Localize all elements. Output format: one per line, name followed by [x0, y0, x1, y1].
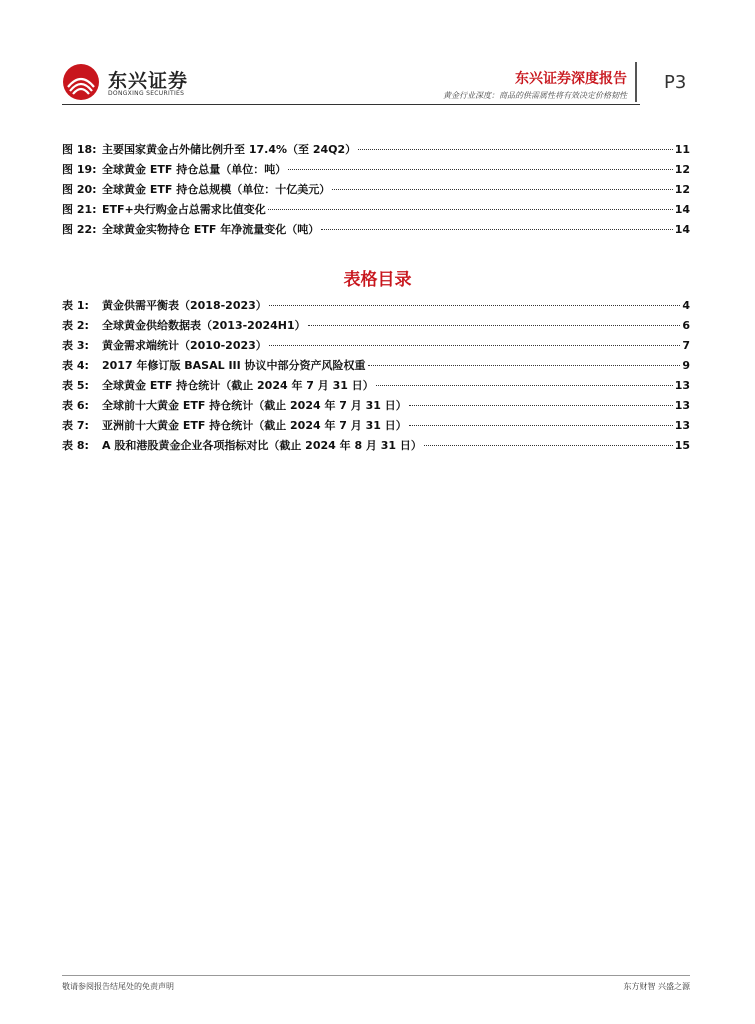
toc-leader [321, 229, 672, 230]
toc-entry[interactable] [62, 221, 690, 241]
toc-leader [409, 405, 673, 406]
toc-leader [409, 425, 673, 426]
toc-entry[interactable] [62, 337, 690, 357]
toc-label: 图 21: [62, 203, 97, 216]
toc-page: 9 [682, 359, 690, 372]
logo-text-cn: 东兴证券 [108, 70, 189, 92]
footer-disclaimer: 敬请参阅报告结尾处的免责声明 [62, 982, 174, 991]
toc-leader [376, 385, 673, 386]
toc-entry[interactable] [62, 297, 690, 317]
toc-entry[interactable] [62, 181, 690, 201]
table-toc [62, 297, 690, 457]
toc-title: 黄金需求端统计（2010-2023） [102, 339, 267, 352]
toc-title: ETF+央行购金占总需求比值变化 [102, 203, 266, 216]
toc-label: 表 6: [62, 399, 89, 412]
toc-title: A 股和港股黄金企业各项指标对比（截止 2024 年 8 月 31 日） [102, 439, 422, 452]
toc-label: 图 22: [62, 223, 97, 236]
table-toc-heading: 表格目录 [343, 270, 412, 290]
toc-label: 表 3: [62, 339, 89, 352]
toc-leader [268, 209, 673, 210]
header-divider [635, 62, 637, 102]
toc-title: 全球前十大黄金 ETF 持仓统计（截止 2024 年 7 月 31 日） [102, 399, 407, 412]
footer-rule [62, 975, 690, 976]
toc-page: 12 [674, 183, 690, 196]
toc-page: 4 [682, 299, 690, 312]
page-number: P3 [664, 72, 687, 93]
toc-label: 图 19: [62, 163, 97, 176]
toc-leader [368, 365, 681, 366]
toc-label: 表 7: [62, 419, 89, 432]
toc-page: 15 [674, 439, 690, 452]
toc-title: 全球黄金 ETF 持仓总量（单位：吨） [102, 163, 287, 176]
toc-title: 亚洲前十大黄金 ETF 持仓统计（截止 2024 年 7 月 31 日） [102, 419, 407, 432]
report-subtitle: 黄金行业深度：商品的供需属性将有效决定价格韧性 [443, 91, 627, 100]
toc-entry[interactable] [62, 317, 690, 337]
toc-page: 13 [674, 399, 690, 412]
header-rule [62, 104, 640, 105]
toc-label: 表 4: [62, 359, 89, 372]
toc-entry[interactable] [62, 357, 690, 377]
toc-leader [332, 189, 672, 190]
toc-leader [288, 169, 672, 170]
toc-title: 全球黄金实物持仓 ETF 年净流量变化（吨） [102, 223, 320, 236]
toc-page: 13 [674, 379, 690, 392]
toc-entry[interactable] [62, 377, 690, 397]
toc-leader [269, 345, 681, 346]
toc-title: 全球黄金 ETF 持仓统计（截止 2024 年 7 月 31 日） [102, 379, 374, 392]
toc-page: 11 [674, 143, 690, 156]
toc-page: 14 [674, 203, 690, 216]
toc-title: 主要国家黄金占外储比例升至 17.4%（至 24Q2） [102, 143, 357, 156]
footer-slogan: 东方财智 兴盛之源 [623, 982, 690, 991]
toc-label: 表 8: [62, 439, 89, 452]
toc-label: 图 20: [62, 183, 97, 196]
toc-label: 表 2: [62, 319, 89, 332]
logo-text-en: DONGXING SECURITIES [108, 90, 185, 97]
figure-toc [62, 141, 690, 241]
toc-entry[interactable] [62, 397, 690, 417]
logo-emblem-icon [62, 63, 100, 101]
report-title: 东兴证券深度报告 [515, 71, 627, 87]
toc-page: 13 [674, 419, 690, 432]
toc-entry[interactable] [62, 201, 690, 221]
toc-page: 14 [674, 223, 690, 236]
toc-label: 图 18: [62, 143, 97, 156]
toc-entry[interactable] [62, 417, 690, 437]
toc-entry[interactable] [62, 161, 690, 181]
toc-label: 表 5: [62, 379, 89, 392]
toc-title: 黄金供需平衡表（2018-2023） [102, 299, 267, 312]
toc-page: 6 [682, 319, 690, 332]
toc-leader [269, 305, 681, 306]
toc-title: 2017 年修订版 BASAL III 协议中部分资产风险权重 [102, 359, 366, 372]
toc-label: 表 1: [62, 299, 89, 312]
toc-page: 7 [682, 339, 690, 352]
toc-entry[interactable] [62, 437, 690, 457]
toc-leader [308, 325, 681, 326]
toc-page: 12 [674, 163, 690, 176]
toc-title: 全球黄金 ETF 持仓总规模（单位：十亿美元） [102, 183, 331, 196]
toc-leader [424, 445, 673, 446]
toc-title: 全球黄金供给数据表（2013-2024H1） [102, 319, 306, 332]
toc-leader [358, 149, 673, 150]
toc-entry[interactable] [62, 141, 690, 161]
